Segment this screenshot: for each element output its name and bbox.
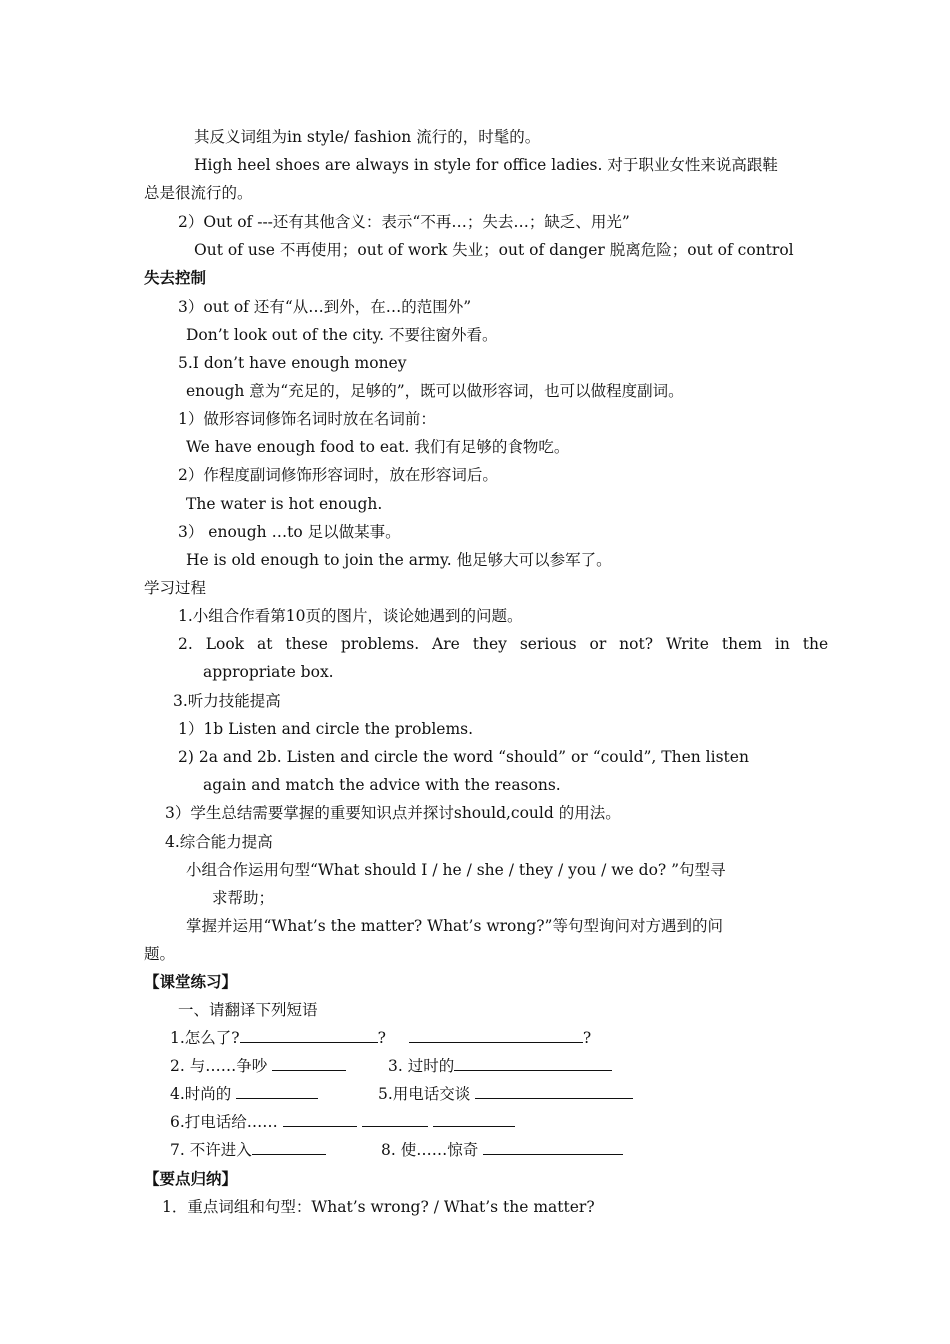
exercise-row-1 bbox=[170, 1028, 591, 1048]
exercise-row-7 bbox=[170, 1140, 326, 1160]
text-line: We have enough food to eat. 我们有足够的食物吃。 bbox=[186, 438, 570, 456]
exercise-heading: 一、请翻译下列短语 bbox=[178, 1001, 318, 1019]
answer-blank[interactable] bbox=[252, 1140, 326, 1155]
exercise-prompt: 5.用电话交谈 bbox=[378, 1085, 471, 1103]
exercise-row-6 bbox=[170, 1112, 515, 1132]
exercise-prompt: 7. 不许进入 bbox=[170, 1141, 252, 1159]
exercise-prompt: 3. 过时的 bbox=[388, 1057, 455, 1075]
text-line: Out of use 不再使用；out of work 失业；out of danger 脱离危险；out of control bbox=[194, 241, 794, 259]
text-line: 掌握并运用“What’s the matter? What’s wrong?”等句型询问对方遇到的问 bbox=[186, 917, 723, 935]
text-line: 小组合作运用句型“What should I / he / she / they / you / we do? ”句型寻 bbox=[186, 861, 726, 879]
text-line: 求帮助； bbox=[212, 889, 275, 907]
answer-blank[interactable] bbox=[240, 1028, 378, 1043]
text-line: 1.小组合作看第10页的图片，谈论她遇到的问题。 bbox=[178, 607, 523, 625]
text-line: 其反义词组为in style/ fashion 流行的，时髦的。 bbox=[194, 128, 541, 146]
exercise-prompt: 4.时尚的 bbox=[170, 1085, 232, 1103]
text-line: 2）Out of ---还有其他含义：表示“不再…；失去…；缺乏、用光” bbox=[178, 213, 630, 231]
answer-blank[interactable] bbox=[483, 1140, 623, 1155]
text-line: 3）out of 还有“从…到外，在…的范围外” bbox=[178, 298, 472, 316]
text-line: 4.综合能力提高 bbox=[165, 833, 273, 851]
text-line: He is old enough to join the army. 他足够大可以参军了。 bbox=[186, 551, 612, 569]
answer-blank[interactable] bbox=[409, 1028, 583, 1043]
text-line: 2. Look at these problems. Are they serious or not? Write them in the bbox=[178, 635, 829, 653]
section-heading: 【要点归纳】 bbox=[144, 1169, 238, 1188]
text-line: 1）1b Listen and circle the problems. bbox=[178, 720, 474, 738]
text-line: 1）做形容词修饰名词时放在名词前： bbox=[178, 410, 436, 428]
text-line: 3.听力技能提高 bbox=[173, 692, 281, 710]
answer-blank[interactable] bbox=[475, 1084, 633, 1099]
exercise-row-2 bbox=[170, 1056, 346, 1076]
text-line: again and match the advice with the reasons. bbox=[203, 776, 561, 794]
exercise-prompt: 6.打电话给…… bbox=[170, 1113, 278, 1131]
text-line: 总是很流行的。 bbox=[144, 184, 253, 202]
answer-blank[interactable] bbox=[362, 1112, 428, 1127]
question-mark: ? bbox=[582, 1029, 592, 1047]
answer-blank[interactable] bbox=[454, 1056, 612, 1071]
text-line: 2）作程度副词修饰形容词时，放在形容词后。 bbox=[178, 466, 498, 484]
answer-blank[interactable] bbox=[236, 1084, 318, 1099]
exercise-row-3 bbox=[388, 1056, 612, 1076]
text-line: 2) 2a and 2b. Listen and circle the word “should” or “could”, Then listen bbox=[178, 748, 749, 766]
exercise-prompt: 1.怎么了? bbox=[170, 1029, 240, 1047]
exercise-row-4 bbox=[170, 1084, 318, 1104]
exercise-row-5 bbox=[378, 1084, 633, 1104]
answer-blank[interactable] bbox=[283, 1112, 357, 1127]
text-line: 1．重点词组和句型：What’s wrong? / What’s the matter? bbox=[162, 1198, 595, 1216]
text-line: Don’t look out of the city. 不要往窗外看。 bbox=[186, 326, 498, 344]
text-line: 3） enough …to 足以做某事。 bbox=[178, 523, 401, 541]
exercise-row-8 bbox=[381, 1140, 623, 1160]
text-line: 3）学生总结需要掌握的重要知识点并探讨should,could 的用法。 bbox=[165, 804, 621, 822]
text-line: High heel shoes are always in style for office ladies. 对于职业女性来说高跟鞋 bbox=[194, 156, 778, 174]
answer-blank[interactable] bbox=[433, 1112, 515, 1127]
section-heading: 学习过程 bbox=[144, 579, 207, 597]
text-line: 题。 bbox=[144, 945, 176, 963]
exercise-prompt: 2. 与……争吵 bbox=[170, 1057, 268, 1075]
section-heading: 【课堂练习】 bbox=[144, 972, 238, 991]
exercise-prompt: 8. 使……惊奇 bbox=[381, 1141, 479, 1159]
text-line: enough 意为“充足的，足够的”，既可以做形容词，也可以做程度副词。 bbox=[186, 382, 684, 400]
answer-blank[interactable] bbox=[272, 1056, 346, 1071]
text-line: The water is hot enough. bbox=[186, 495, 383, 513]
text-line: appropriate box. bbox=[203, 663, 334, 681]
question-mark: ? bbox=[377, 1029, 386, 1047]
text-line: 5.I don’t have enough money bbox=[178, 354, 407, 372]
text-line: 失去控制 bbox=[144, 268, 207, 287]
